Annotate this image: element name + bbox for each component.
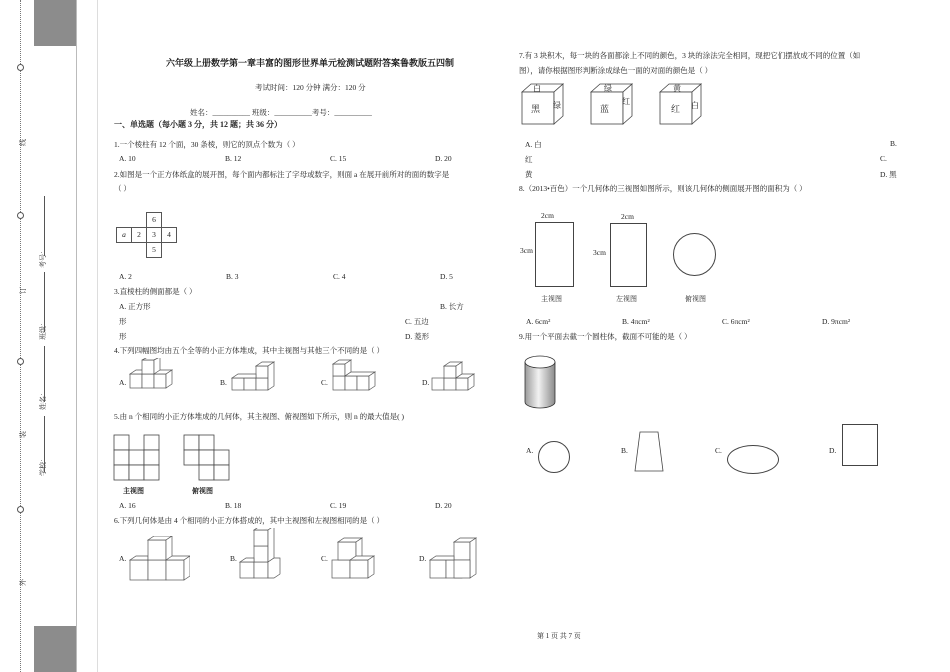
q8-side-view bbox=[610, 223, 647, 287]
net-cell: 3 bbox=[146, 227, 162, 243]
net-cell: 5 bbox=[146, 242, 162, 258]
binding-hole-icon bbox=[17, 212, 24, 219]
q3-option-c[interactable]: C. 五边 bbox=[405, 317, 429, 326]
seal-line bbox=[20, 0, 21, 672]
gutter-name: 姓名： bbox=[39, 389, 47, 410]
q5-stem: 5.由 n 个相同的小正方体堆成的几何体，其主视图、俯视图如下所示，则 n 的最大值是( ) bbox=[114, 412, 404, 421]
q8-top-view bbox=[673, 233, 716, 276]
q2-stem-cont: （ ） bbox=[114, 184, 131, 193]
gutter-exam-no: 考号： bbox=[39, 247, 47, 268]
section-heading: 一、单选题（每小题 3 分，共 12 题；共 36 分） bbox=[114, 120, 282, 129]
gutter-class: 班级： bbox=[39, 319, 47, 340]
q4-option-d[interactable]: D. bbox=[422, 378, 430, 387]
net-cell: 6 bbox=[146, 212, 162, 228]
school-line bbox=[44, 416, 45, 472]
q9-ellipse-shape bbox=[727, 445, 779, 474]
q7-block-1 bbox=[521, 82, 565, 126]
binding-gutter bbox=[0, 0, 100, 672]
q9-cylinder bbox=[523, 352, 557, 412]
exam-no-line bbox=[44, 196, 45, 256]
q2-stem: 2.如图是一个正方体纸盒的展开图，每个面内都标注了字母或数字，则面 a 在展开前所对的面的数字是 bbox=[114, 170, 450, 179]
q6-stem: 6.下列几何体是由 4 个相同的小正方体搭成的，其中主视图和左视图相同的是（ ） bbox=[114, 516, 384, 525]
q8-option-a[interactable]: A. 6cm² bbox=[526, 317, 551, 326]
q5-option-a[interactable]: A. 16 bbox=[119, 501, 136, 510]
binding-hole-icon bbox=[17, 64, 24, 71]
q8-front-view-label: 主视图 bbox=[541, 295, 562, 303]
q3-option-b-cont: 形 bbox=[119, 317, 127, 326]
q7-b1-side: 绿 bbox=[553, 101, 561, 110]
q3-stem: 3.直棱柱的侧面都是（ ） bbox=[114, 287, 197, 296]
gutter-label-outer: 外 bbox=[19, 579, 27, 586]
q7-block-3 bbox=[659, 82, 703, 126]
page-number: 第 1 页 共 7 页 bbox=[537, 632, 581, 640]
q4-figure-b bbox=[230, 358, 285, 394]
q7-b1-top: 白 bbox=[533, 84, 541, 93]
gutter-label-line: 线 bbox=[19, 139, 27, 146]
q6-option-d[interactable]: D. bbox=[419, 554, 427, 563]
q1-option-b[interactable]: B. 12 bbox=[225, 154, 242, 163]
q4-figure-c bbox=[331, 358, 386, 394]
gutter-label-seal: 装 bbox=[19, 431, 27, 438]
q5-top-view bbox=[183, 434, 233, 482]
q1-option-c[interactable]: C. 15 bbox=[330, 154, 347, 163]
q8-option-c[interactable]: C. 6πcm² bbox=[722, 317, 750, 326]
q5-option-b[interactable]: B. 18 bbox=[225, 501, 242, 510]
q1-option-a[interactable]: A. 10 bbox=[119, 154, 136, 163]
q7-stem: 7.有 3 块积木，每一块的各面都涂上不同的颜色，3 块的涂法完全相同，现把它们摆放成不同的位置（如 bbox=[519, 51, 861, 60]
q7-option-d[interactable]: D. 黑 bbox=[880, 170, 897, 179]
q7-b1-front: 黑 bbox=[531, 105, 541, 115]
q1-stem: 1.一个棱柱有 12 个面，30 条棱，则它的顶点个数为（ ） bbox=[114, 140, 300, 149]
q8-side-view-label: 左视图 bbox=[616, 295, 637, 303]
gutter-bar-top bbox=[34, 0, 76, 46]
q7-option-c-cont: 黄 bbox=[525, 170, 533, 179]
q7-option-c[interactable]: C. bbox=[880, 154, 887, 163]
q9-option-b[interactable]: B. bbox=[621, 446, 628, 455]
net-cell: 2 bbox=[131, 227, 147, 243]
q8-option-b[interactable]: B. 4πcm² bbox=[622, 317, 650, 326]
q5-front-view-label: 主视图 bbox=[123, 487, 144, 495]
q3-option-d[interactable]: D. 菱形 bbox=[405, 332, 430, 341]
binding-hole-icon bbox=[17, 358, 24, 365]
q8-option-d[interactable]: D. 9πcm² bbox=[822, 317, 851, 326]
q5-option-c[interactable]: C. 19 bbox=[330, 501, 347, 510]
q8-width-label: 2cm bbox=[621, 212, 634, 221]
q4-figure-d bbox=[430, 358, 485, 394]
q6-option-b[interactable]: B. bbox=[230, 554, 237, 563]
margin-line bbox=[97, 0, 98, 672]
name-line bbox=[44, 346, 45, 402]
q6-figure-b bbox=[238, 528, 286, 584]
q3-option-c-cont: 形 bbox=[119, 332, 127, 341]
q3-option-b[interactable]: B. 长方 bbox=[440, 302, 464, 311]
q5-top-view-label: 俯视图 bbox=[192, 487, 213, 495]
q4-option-b[interactable]: B. bbox=[220, 378, 227, 387]
q7-option-b[interactable]: B. bbox=[890, 139, 897, 148]
q8-front-view bbox=[535, 222, 574, 287]
q8-top-view-label: 俯视图 bbox=[685, 295, 706, 303]
q8-width-label: 2cm bbox=[541, 211, 554, 220]
gutter-bar-bottom bbox=[34, 626, 76, 672]
q7-b2-top: 绿 bbox=[604, 84, 612, 93]
q8-stem: 8.（2013•百色）一个几何体的三视图如图所示，则该几何体的侧面展开图的面积为（ ） bbox=[519, 184, 807, 193]
q7-option-a[interactable]: A. 白 bbox=[525, 140, 542, 149]
student-fields: 姓名：__________ 班级：__________考号：__________ bbox=[190, 108, 372, 117]
q9-trapezoid-shape bbox=[633, 431, 665, 473]
q7-block-2 bbox=[590, 82, 634, 126]
q2-option-c[interactable]: C. 4 bbox=[333, 272, 346, 281]
gutter-line bbox=[76, 0, 77, 672]
q7-stem-cont: 图），请你根据图形判断涂成绿色一面的对面的颜色是（ ） bbox=[519, 66, 713, 75]
q2-option-d[interactable]: D. 5 bbox=[440, 272, 453, 281]
q9-option-d[interactable]: D. bbox=[829, 446, 837, 455]
q4-option-c[interactable]: C. bbox=[321, 378, 328, 387]
net-cell: 4 bbox=[161, 227, 177, 243]
q7-b3-top: 黄 bbox=[673, 84, 681, 93]
q4-option-a[interactable]: A. bbox=[119, 378, 127, 387]
q7-option-b-cont: 红 bbox=[525, 155, 533, 164]
q6-figure-c bbox=[330, 534, 380, 584]
q9-option-a[interactable]: A. bbox=[526, 446, 534, 455]
q9-circle-shape bbox=[538, 441, 570, 473]
q6-option-c[interactable]: C. bbox=[321, 554, 328, 563]
q2-option-a[interactable]: A. 2 bbox=[119, 272, 132, 281]
exam-title: 六年级上册数学第一章丰富的图形世界单元检测试题附答案鲁教版五四制 bbox=[165, 58, 454, 68]
class-line bbox=[44, 272, 45, 332]
q4-stem: 4.下列四幅图均由五个全等的小正方体堆成，其中主视图与其他三个不同的是（ ） bbox=[114, 346, 384, 355]
q7-b3-side: 白 bbox=[691, 101, 699, 110]
q6-figure-a bbox=[128, 536, 190, 584]
q7-b2-side: 红 bbox=[622, 97, 630, 106]
net-cell: a bbox=[116, 227, 132, 243]
q9-option-c[interactable]: C. bbox=[715, 446, 722, 455]
q3-option-a[interactable]: A. 正方形 bbox=[119, 302, 151, 311]
q4-figure-a bbox=[128, 358, 183, 394]
q2-option-b[interactable]: B. 3 bbox=[226, 272, 239, 281]
q5-front-view bbox=[113, 434, 163, 482]
q7-b3-front: 红 bbox=[671, 105, 681, 115]
q5-option-d[interactable]: D. 20 bbox=[435, 501, 452, 510]
exam-info: 考试时间：120 分钟 满分：120 分 bbox=[255, 83, 366, 92]
q9-rectangle-shape bbox=[842, 424, 878, 466]
q1-option-d[interactable]: D. 20 bbox=[435, 154, 452, 163]
q8-height-label: 3cm bbox=[593, 248, 606, 257]
gutter-school: 学校： bbox=[39, 455, 47, 476]
q6-option-a[interactable]: A. bbox=[119, 554, 127, 563]
gutter-label-bind: 订 bbox=[19, 287, 27, 294]
q7-b2-front: 蓝 bbox=[600, 105, 610, 115]
q9-stem: 9.用一个平面去截一个圆柱体，截面不可能的是（ ） bbox=[519, 332, 692, 341]
q8-height-label: 3cm bbox=[520, 246, 533, 255]
binding-hole-icon bbox=[17, 506, 24, 513]
q6-figure-d bbox=[428, 534, 480, 584]
